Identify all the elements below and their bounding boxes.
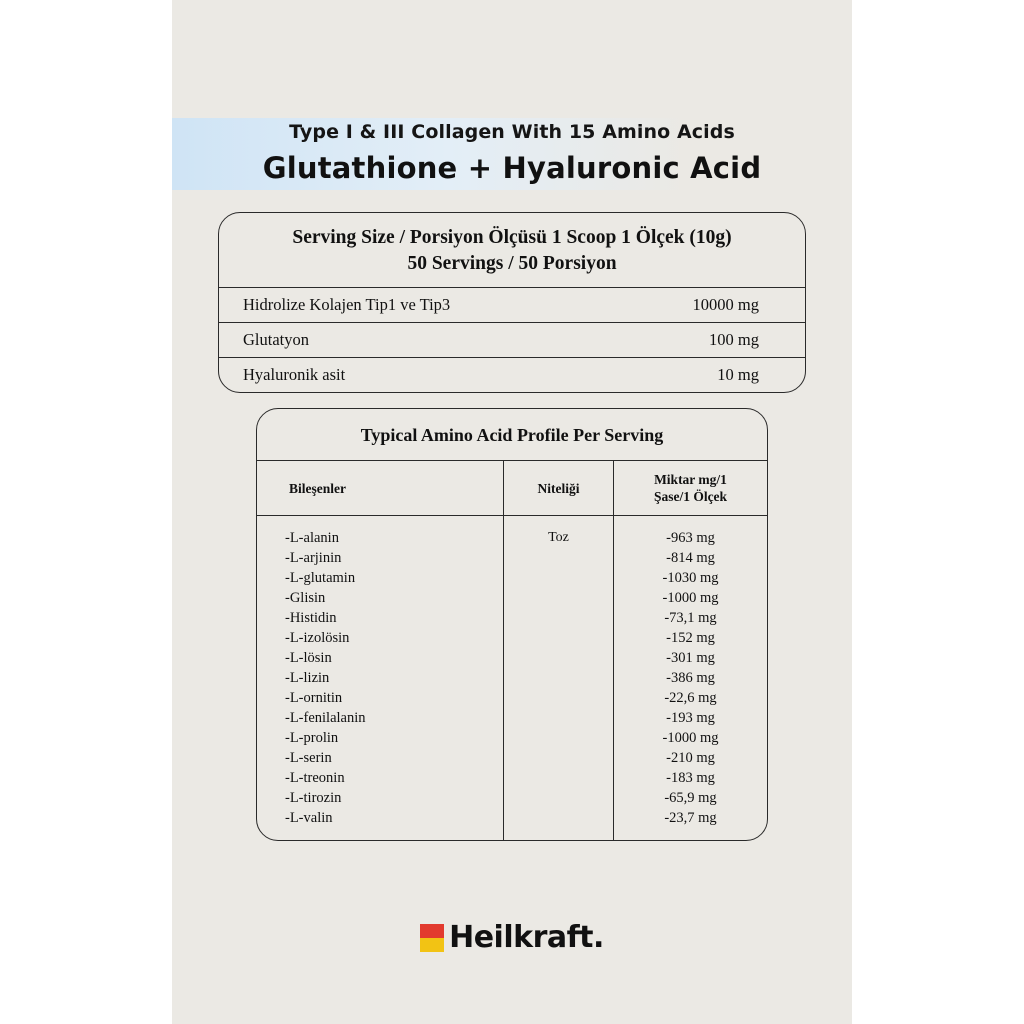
ingredient-amount: 10000 mg xyxy=(692,295,759,314)
amino-acid-profile-box xyxy=(256,408,768,841)
list-item: -22,6 mg xyxy=(664,690,717,706)
amino-profile-title: Typical Amino Acid Profile Per Serving xyxy=(360,425,664,445)
list-item: -1030 mg xyxy=(662,570,719,586)
list-item: -1000 mg xyxy=(662,590,719,606)
brand-mark-icon xyxy=(420,924,444,952)
brand-mark-top xyxy=(420,924,444,938)
list-item: -963 mg xyxy=(666,530,715,546)
list-item: -73,1 mg xyxy=(664,610,717,626)
list-item: -23,7 mg xyxy=(664,810,717,826)
amino-table-header xyxy=(257,460,767,516)
amino-amount-column xyxy=(613,516,767,840)
list-item: -L-tirozin xyxy=(285,790,342,806)
serving-size-title xyxy=(219,213,805,287)
column-header-amount-line-1: Miktar mg/1 xyxy=(654,472,727,487)
table-row xyxy=(219,287,805,322)
list-item: -210 mg xyxy=(666,750,715,766)
list-item: -814 mg xyxy=(666,550,715,566)
list-item: -L-serin xyxy=(285,750,332,766)
list-item: -183 mg xyxy=(666,770,715,786)
list-item: -193 mg xyxy=(666,710,715,726)
list-item: -L-treonin xyxy=(285,770,345,786)
serving-size-line-1: Serving Size / Porsiyon Ölçüsü 1 Scoop 1 Ölçek (10g) xyxy=(292,227,732,248)
table-row xyxy=(219,322,805,357)
list-item: -L-arjinin xyxy=(285,550,342,566)
brand-name: Heilkraft. xyxy=(449,920,604,955)
column-header-quality: Niteliği xyxy=(503,461,613,515)
column-header-components: Bileşenler xyxy=(289,480,346,496)
column-header-amount xyxy=(613,461,767,515)
quality-value: Toz xyxy=(548,530,569,545)
list-item: -L-glutamin xyxy=(285,570,356,586)
list-item: -65,9 mg xyxy=(664,790,717,806)
list-item: -1000 mg xyxy=(662,730,719,746)
label-panel xyxy=(172,0,852,1024)
list-item: -Glisin xyxy=(285,590,326,606)
list-item: -386 mg xyxy=(666,670,715,686)
list-item: -301 mg xyxy=(666,650,715,666)
list-item: -L-valin xyxy=(285,810,333,826)
brand-logo xyxy=(172,920,852,955)
ingredient-name: Hidrolize Kolajen Tip1 ve Tip3 xyxy=(243,295,451,314)
list-item: -152 mg xyxy=(666,630,715,646)
list-item: -L-fenilalanin xyxy=(285,710,366,726)
ingredient-amount: 10 mg xyxy=(717,365,759,384)
ingredient-name: Glutatyon xyxy=(243,330,309,349)
header-text-block xyxy=(172,118,852,188)
brand-mark-bottom xyxy=(420,938,444,952)
list-item: -L-izolösin xyxy=(285,630,350,646)
list-item: -L-alanin xyxy=(285,530,339,546)
table-row xyxy=(219,357,805,392)
amino-table-body xyxy=(257,516,767,840)
ingredient-amount: 100 mg xyxy=(709,330,759,349)
list-item: -L-lizin xyxy=(285,670,330,686)
serving-size-line-2: 50 Servings / 50 Porsiyon xyxy=(407,253,617,274)
list-item: -L-prolin xyxy=(285,730,339,746)
header-subtitle: Type I & III Collagen With 15 Amino Acids xyxy=(289,121,735,143)
list-item: -L-ornitin xyxy=(285,690,343,706)
amino-quality-column xyxy=(503,516,613,840)
list-item: -L-lösin xyxy=(285,650,332,666)
list-item: -Histidin xyxy=(285,610,337,626)
amino-name-column xyxy=(257,516,503,840)
page-title: Glutathione + Hyaluronic Acid xyxy=(262,151,762,185)
column-header-amount-line-2: Şase/1 Ölçek xyxy=(653,489,728,504)
serving-information-box xyxy=(218,212,806,393)
ingredient-name: Hyaluronik asit xyxy=(243,365,346,384)
